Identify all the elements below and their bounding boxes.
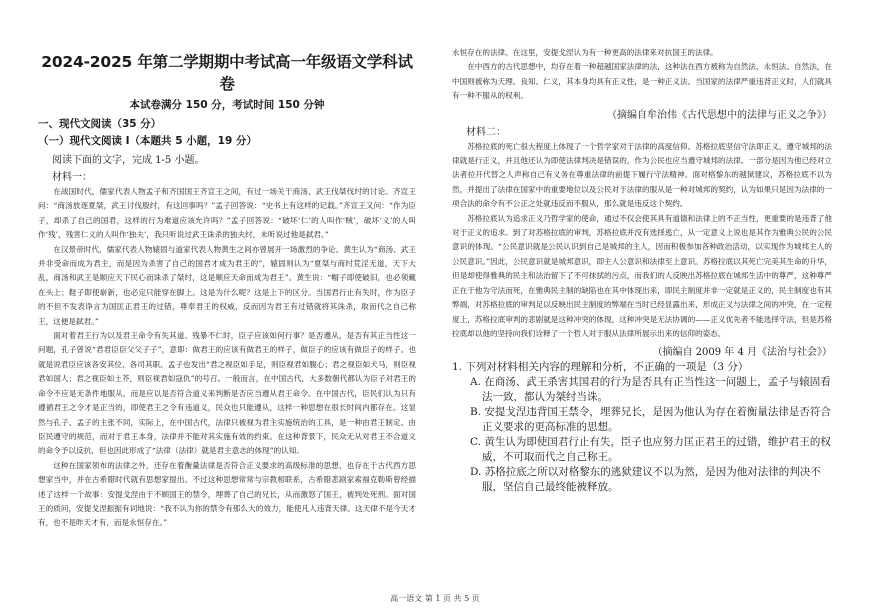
exam-subtitle: 本试卷满分 150 分，考试时间 150 分钟 xyxy=(129,99,325,111)
reading-instruction: 阅读下面的文字，完成 1-5 小题。 xyxy=(52,155,205,166)
material-one-paragraph-2: 在汉景帝时代，儒家代表人物辕固与道家代表人物黄生之间亦曾展开一场激烈的争论。黄生认为“商汤、武王并非受命而成为君主，而是因为杀害了自己的国君才成为君王的”，辕固则认为“夏桀与商纣荒淫无道，天下大乱，商汤和武王是顺应天下民心而诛杀了桀纣，这是顺应天命而成为君王”。黄生说：“帽子即使破旧，也必须戴在头上；鞋子即使崭新，也必定只能穿在脚上。这是为什么呢？这是上下的区分。当国君行止有失时，作为臣子的不但不发表诤言为国匡正君王的过错，尊奉君王的权威，反而因为君王有过错就将其诛杀，取而代之自己称王，这便是弑君。” xyxy=(38,244,416,326)
question-1-option-a: A. 在商汤、武王杀害其国君的行为是否具有正当性这一问题上，孟子与辕固看法一致，都认为桀纣当诛。 xyxy=(470,376,831,404)
exam-title: 2024-2025 年第二学期期中考试高一年级语文学科试卷 xyxy=(41,53,413,93)
material-one-paragraph-5: 在中西方的古代思想中，均存在着一种超越国家法律的法，这种法在西方被称为自然法，永恒法、自然法，在中国则被称为天理、良知、仁义，其本身均具有正义性，是一种正义法。当国家的法律严重违背正义时，人们就具有一种不服从的权利。 xyxy=(452,62,832,101)
left-column xyxy=(38,40,416,531)
subsection-heading: （一）现代文阅读 I（本题共 5 小题，19 分） xyxy=(38,135,257,147)
material-two-paragraph-1: 苏格拉底的死亡很大程度上体现了一个哲学家对于法律的高度信仰。苏格拉底坚信守法即正义，遵守城邦的法律就是行正义，并且他还认为即使法律判决是错误的，作为公民也应当遵守城邦的法律。一部分是因为他已经对立法者拉开代替之人声称自己有义务在尊重法律的前提下履行守法精神。面对格黎东的越狱建议，苏格拉底不以为然，并提出了法律在国家中的重要地位以及公民对于法律的服从是一种对城邦的契约，认为如果只是因为法律的一项合法的命令有不公正之处就违反而不服从，那么就是违反这个契约。 xyxy=(452,141,832,209)
page-footer: 高一语文 第 1 页 共 5 页 xyxy=(390,594,480,603)
question-1-stem: 1. 下列对材料相关内容的理解和分析，不正确的一项是（3 分） xyxy=(452,361,749,374)
material-two-source: （摘编自 2009 年 4 月《法治与社会》） xyxy=(652,347,832,359)
material-one-source: （摘编自牟治伟《古代思想中的法律与正义之争》） xyxy=(607,109,832,121)
question-1-option-d: D. 苏格拉底之所以对格黎东的逃狱建议不以为然，是因为他对法律的判决不服，坚信自己最终能被释放。 xyxy=(470,466,821,494)
material-two-label: 材料二： xyxy=(466,126,506,138)
right-column xyxy=(452,46,832,495)
material-one-continuation: 永恒存在的法律。在这里，安提戈涅认为有一种更高的法律来对抗国王的法律。 xyxy=(452,48,718,57)
section-heading: 一、现代文阅读（35 分） xyxy=(38,118,162,130)
question-1-option-c: C. 黄生认为即使国君行止有失，臣子也应努力匡正君王的过错，维护君王的权威，不可取而代之自己称王。 xyxy=(470,436,831,464)
material-one-paragraph-3: 面对着君王行为以及君王命令有失其道、残暴不仁时，臣子应该如何行事？是否遵从，是否有其正当性这一问题，孔子曾说“君君臣臣父父子子”，意即：做君王的应该有做君王的样子，做臣子的应该有做臣子的样子。也就是说君臣应该各安其位、各司其职。孟子也发出“君之视臣如手足，则臣视君如腹心；君之视臣如犬马，则臣视君如国人；君之视臣如土芥，则臣视君如寇仇”的号召。一般而言，在中国古代，大多数朝代都认为臣子对君王的命令不应是无条件地服从，而是应以是否符合道义来判断是否应当遵从君王命令。在中国古代，臣民们认为只有遵循君王之令才是正当的，即使君王之令有违道义，民众也只能遵从，这样一种思想在很长时间内都存在。这显然与孔子、孟子的主张不同，实际上，在中国古代，法律只被视为君主实施统治的工具，是一种由君王制定、由臣民遵守的规范，而对于君王本身，法律并不能对其实施有效的约束。在这种背景下，民众无从对君王不合道义的命令予以反抗，但也因此形成了“法律（法律）就是君主意志的体现”的认知。 xyxy=(38,331,416,456)
material-two-paragraph-2: 苏格拉底认为追求正义乃哲学家的使命，通过不仅会使其具有道德和法律上的不正当性，更重要的是违背了他对于正义的追求。到了对苏格拉底的审判，苏格拉底并没有选择逃亡，从一定意义上说也是其作为雅典公民的公民意识的体现。“公民意识就是公民认识到自己是城邦的主人，因而积极参加各种政治活动，以实现作为城邦主人的公民意识。”因此，公民意识就是城邦意识，即主人公意识和法律至上意识。苏格拉底以其死亡完美其生命的升华，但是却使得雅典的民主和法治留下了不可抹拭的污点，而我们的人反映出苏格拉底在城邦生活中的尊严，这种尊严正在于他为守法而死，在雅典民主制的缺陷也在其中体现出来，即民主制度并非一定就是正义的，民主制度也有其弊端，对苏格拉底的审判足以反映出民主制度的弊端在当时已经显露出来，形成正义与法律之间的冲突，在一定程度上，苏格拉底审判的悲剧就是这种冲突的体现，这种冲突是无法协调的——正义优先者不能选择守法，但是苏格拉底却以他的坚持向我们诠释了一个哲人对于服从法律所展示出来的信仰的姿态。 xyxy=(452,213,832,338)
material-one-paragraph-4: 这种在国家领布的法律之外，还存在着衡量法律是否符合正义要求的高级标准的思想，也存在于古代西方思想家当中，并在古希腊时代就有思想家提出。不过这种思想常常与宗教相联系，古希腊悲剧家索福克勒斯曾经描述了这样一个故事：安提戈涅由于不顾国王的禁令，埋葬了自己的兄长，从而激怒了国王，被判处死刑。面对国王的质问，安提戈涅振振有词地说：“我不认为你的禁令有那么大的效力，能使凡人违背天律。这天律不是今天才有，也不是昨天才有，而是永恒存在。” xyxy=(38,460,416,528)
question-1-option-b: B. 安提戈涅违背国王禁令，埋葬兄长，是因为他认为存在着衡量法律是否符合正义要求的更高标准的思想。 xyxy=(470,406,831,434)
material-one-label: 材料一： xyxy=(52,172,92,183)
material-one-paragraph-1: 在战国时代，儒家代表人物孟子和齐国国王齐宣王之间，有过一场关于商汤、武王伐桀伐纣的讨论。齐宣王问：“商汤放逐夏桀，武王讨伐殷纣，有这回事吗？”孟子回答说：“史书上有这样的记载。”齐宣王又问：“作为臣子，却杀了自己的国君，这样的行为难道应该允许吗？”孟子回答说：“破坏‘仁’的人叫作‘贼’，破坏‘义’的人叫作‘残’，残害仁义的人叫作‘独夫’，我只听说过武王诛杀的独夫纣，未听说过他是弑君。” xyxy=(38,187,416,240)
